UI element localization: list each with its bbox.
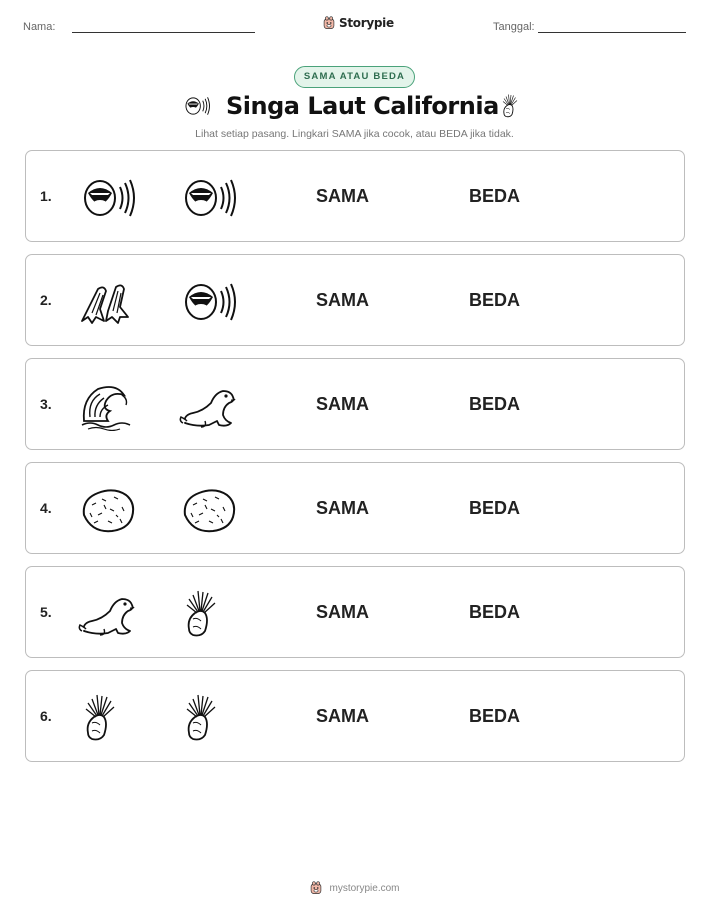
same-option[interactable]: SAMA (316, 394, 369, 414)
row-number: 2. (40, 292, 52, 308)
rock-icon (78, 485, 138, 535)
question-row-2 (25, 254, 685, 346)
footer-site: mystorypie.com (329, 882, 400, 894)
different-option[interactable]: BEDA (469, 498, 521, 518)
activity-badge: SAMA ATAU BEDA (294, 66, 415, 88)
roar-icon (182, 94, 212, 118)
row-number: 1. (40, 188, 52, 204)
date-field-line[interactable] (538, 32, 686, 33)
page-title: Singa Laut California (226, 92, 499, 120)
sea-anemone-icon (179, 589, 239, 639)
date-label: Tanggal: (493, 21, 535, 33)
same-option[interactable]: SAMA (316, 602, 369, 622)
instructions: Lihat setiap pasang. Lingkari SAMA jika cocok, atau BEDA jika tidak. (195, 128, 514, 140)
sea-lion-icon (78, 589, 138, 639)
different-option[interactable]: BEDA (469, 186, 521, 206)
worksheet-header (0, 0, 709, 50)
row-number: 4. (40, 500, 52, 516)
footer (0, 878, 709, 898)
question-row-3 (25, 358, 685, 450)
sea-anemone-icon (499, 90, 529, 122)
row-number: 6. (40, 708, 52, 724)
different-option[interactable]: BEDA (469, 290, 521, 310)
brand-logo (322, 13, 394, 33)
sea-anemone-icon (179, 693, 239, 743)
same-option[interactable]: SAMA (316, 706, 369, 726)
flippers-icon (78, 277, 138, 327)
storypie-mascot-icon (322, 15, 336, 31)
roar-icon (78, 173, 138, 223)
brand-name: Storypie (339, 16, 394, 30)
roar-icon (179, 277, 239, 327)
question-row-1 (25, 150, 685, 242)
roar-icon (179, 173, 239, 223)
question-row-6 (25, 670, 685, 762)
same-option[interactable]: SAMA (316, 498, 369, 518)
question-row-5 (25, 566, 685, 658)
row-number: 3. (40, 396, 52, 412)
sea-lion-icon (179, 381, 239, 431)
sea-anemone-icon (78, 693, 138, 743)
row-number: 5. (40, 604, 52, 620)
question-row-4 (25, 462, 685, 554)
same-option[interactable]: SAMA (316, 290, 369, 310)
different-option[interactable]: BEDA (469, 706, 521, 726)
name-label: Nama: (23, 21, 56, 33)
storypie-mascot-icon (309, 880, 323, 896)
different-option[interactable]: BEDA (469, 602, 521, 622)
wave-icon (78, 381, 138, 431)
title-row (0, 90, 709, 126)
rock-icon (179, 485, 239, 535)
different-option[interactable]: BEDA (469, 394, 521, 414)
name-field-line[interactable] (72, 32, 255, 33)
same-option[interactable]: SAMA (316, 186, 369, 206)
